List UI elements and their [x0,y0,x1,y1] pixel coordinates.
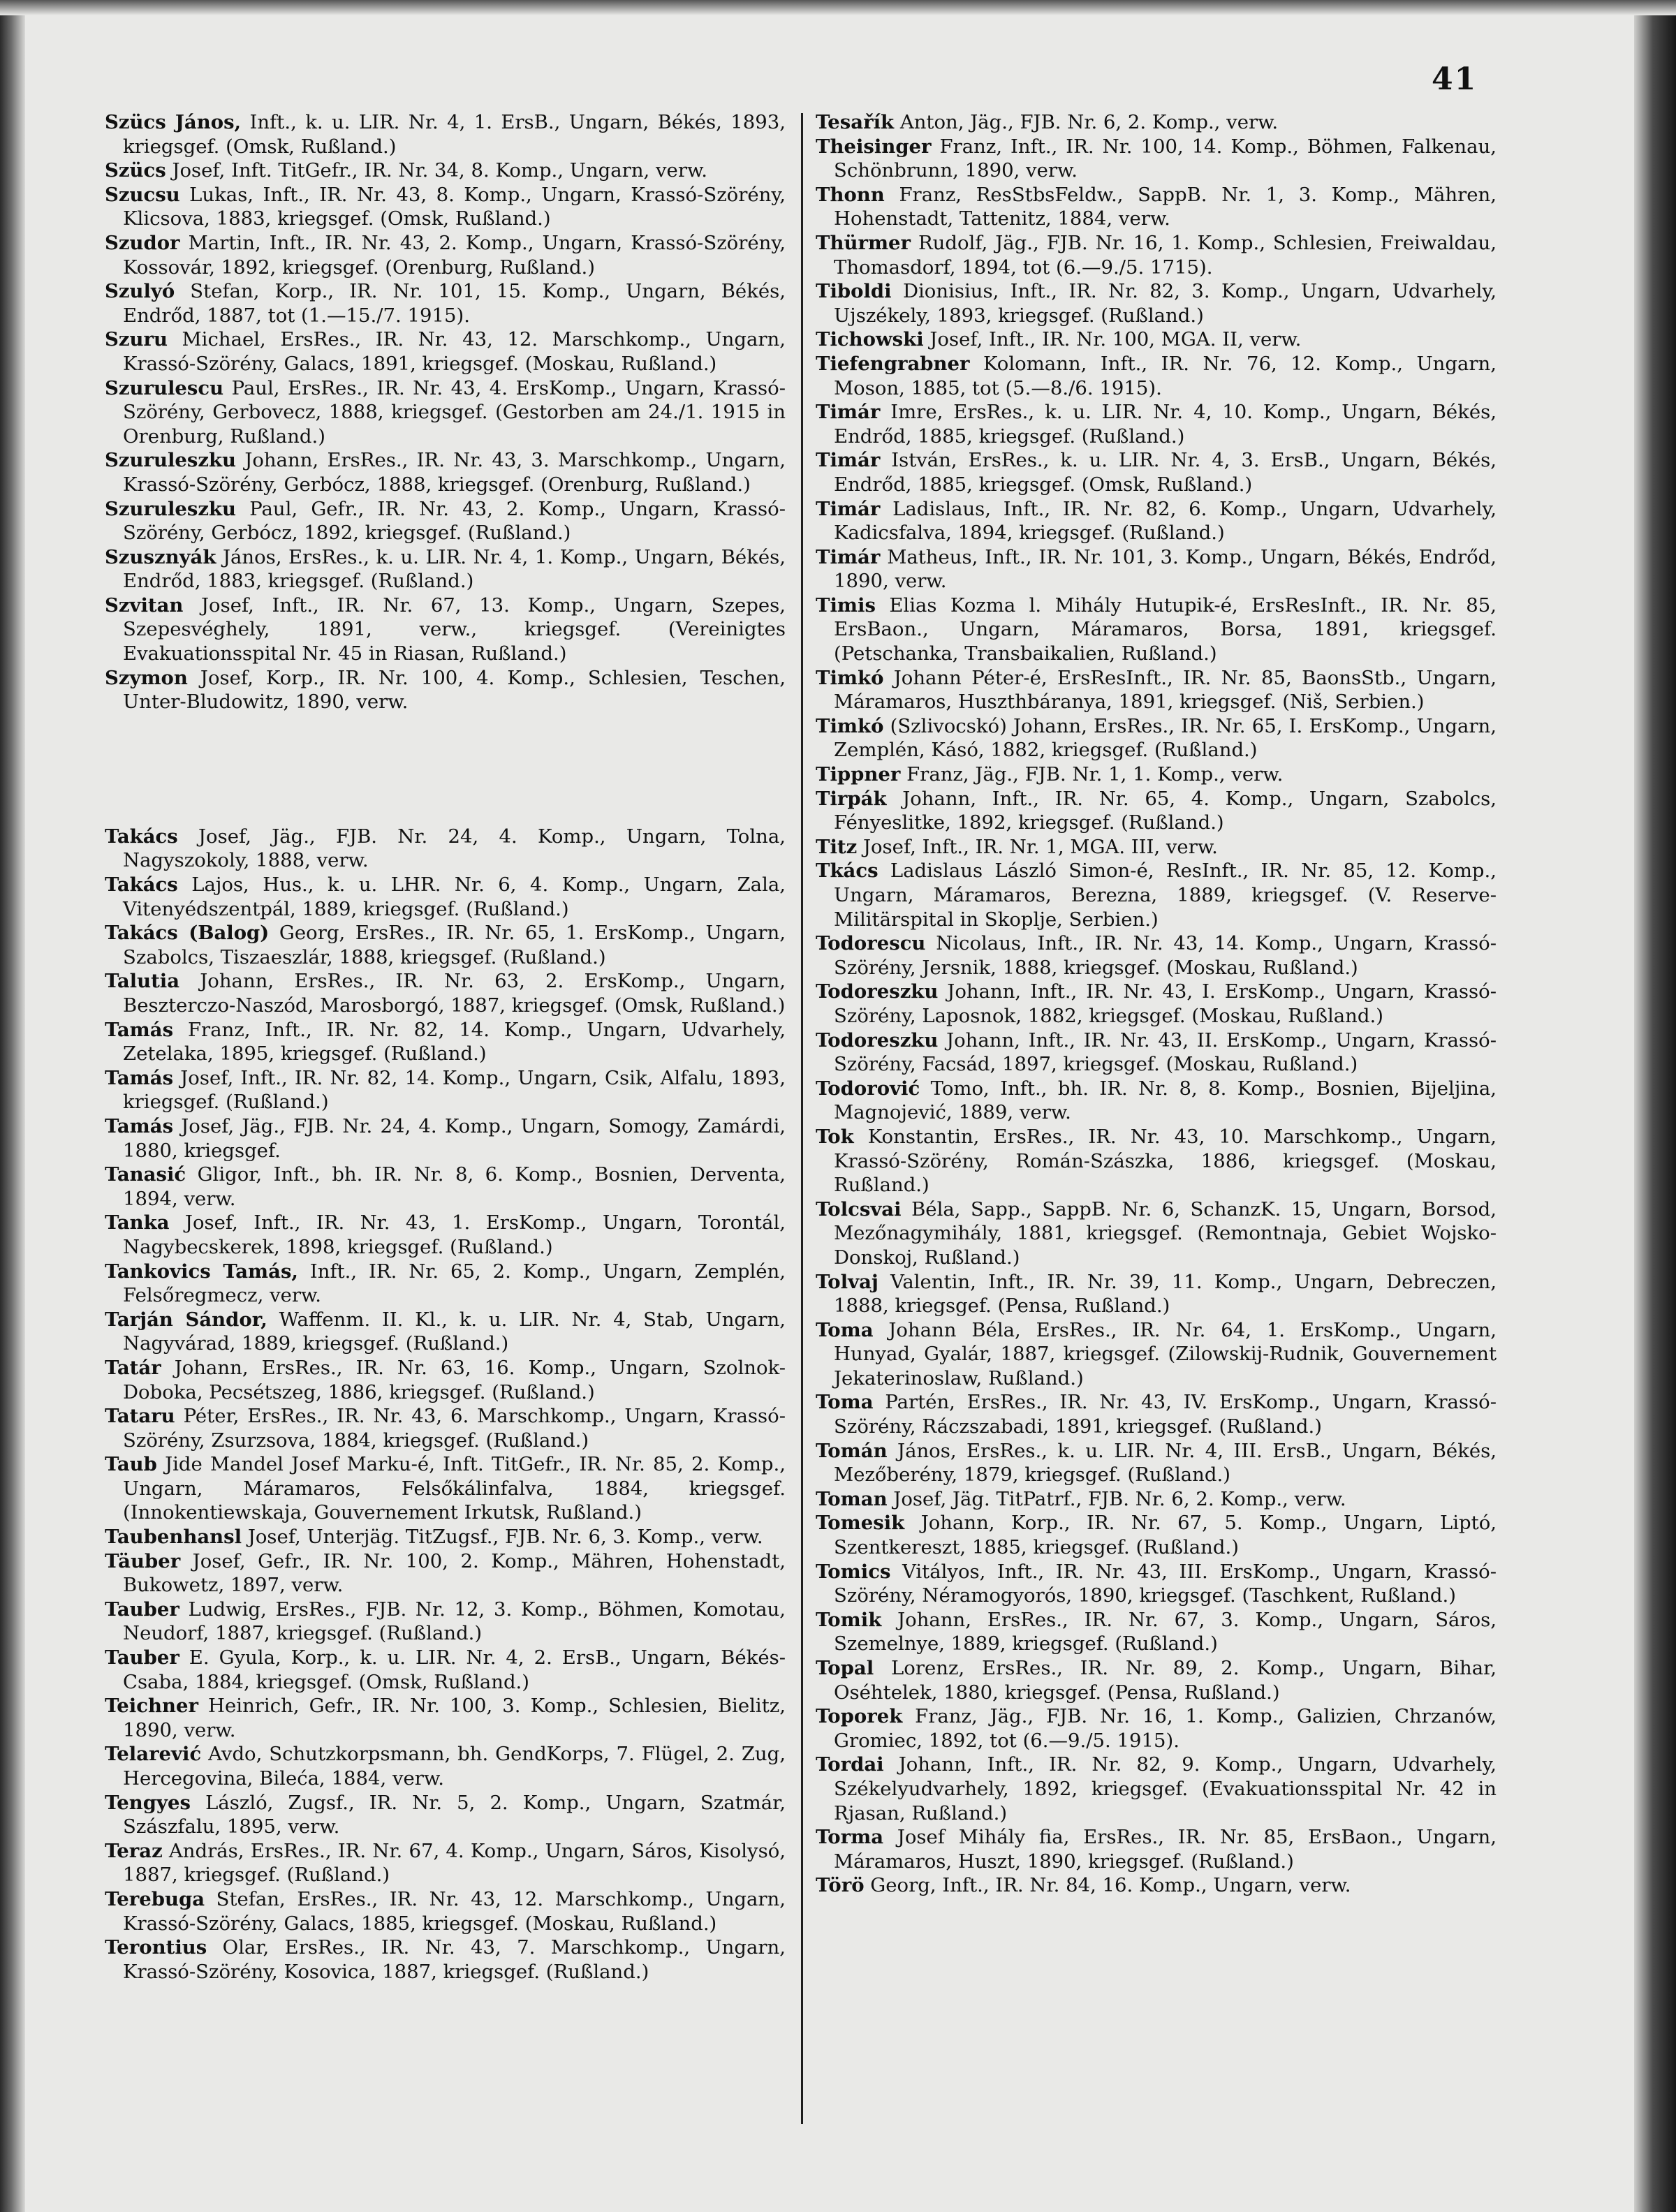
register-entry [816,593,1497,666]
entry-surname: Timkó [816,714,884,737]
register-entry [816,980,1497,1028]
entry-surname: Todoreszku [816,980,939,1003]
entry-details: Johann, Inft., IR. Nr. 43, I. ErsKomp., Ungarn, Krassó-Szörény, Laposnok, 1882, kriegsgef. (Moskau, Rußland.) [834,980,1497,1027]
entry-details: Péter, ErsRes., IR. Nr. 43, 6. Marschkomp., Ungarn, Krassó-Szörény, Zsurzsova, 1884, kriegsgef. (Rußland.) [123,1405,786,1452]
entry-details: Josef, Inft., IR. Nr. 1, MGA. III, verw. [857,835,1218,858]
entry-details: András, ErsRes., IR. Nr. 67, 4. Komp., Ungarn, Sáros, Kisolysó, 1887, kriegsgef. (Rußland.) [123,1839,786,1887]
register-entry [816,1560,1497,1608]
entry-details: Franz, Inft., IR. Nr. 100, 14. Komp., Böhmen, Falkenau, Schönbrunn, 1890, verw. [834,135,1497,182]
entry-details: Martin, Inft., IR. Nr. 43, 2. Komp., Ungarn, Krassó-Szörény, Kossovár, 1892, kriegsgef. (Orenburg, Rußland.) [123,231,786,279]
entry-details: Josef, Inft., IR. Nr. 67, 13. Komp., Ungarn, Szepes, Szepesvéghely, 1891, verw., kriegsgef. (Vereinigtes Evakuationsspital Nr. 45 in Riasan, Rußland.) [123,593,786,665]
entry-surname: Topal [816,1657,874,1679]
register-entry [105,231,786,279]
entry-details: Avdo, Schutzkorpsmann, bh. GendKorps, 7. Flügel, 2. Zug, Hercegovina, Bileća, 1884, verw. [123,1743,786,1790]
register-entry [816,279,1497,327]
entry-details: Kolomann, Inft., IR. Nr. 76, 12. Komp., Ungarn, Moson, 1885, tot (5.—8./6. 1915). [834,352,1497,399]
register-entry [105,1066,786,1114]
register-entry [816,1270,1497,1318]
entry-details: Josef Mihály fia, ErsRes., IR. Nr. 85, ErsBaon., Ungarn, Máramaros, Huszt, 1890, kriegsgef. (Rußland.) [834,1826,1497,1873]
register-entry [816,231,1497,279]
page-number: 41 [1432,61,1478,97]
entry-surname: Tippner [816,763,901,786]
entry-surname: Todoreszku [816,1028,939,1052]
entry-details: Franz, ResStbsFeldw., SappB. Nr. 1, 3. Komp., Mähren, Hohenstadt, Tattenitz, 1884, verw. [834,183,1497,230]
scan-shadow-right [1634,0,1676,2212]
entry-details: Franz, Jäg., FJB. Nr. 16, 1. Komp., Galizien, Chrzanów, Gromiec, 1892, tot (6.—9./5. 1915). [834,1705,1497,1752]
entry-details: Johann, ErsRes., IR. Nr. 43, 3. Marschkomp., Ungarn, Krassó-Szörény, Gerbócz, 1888, kriegsgef. (Orenburg, Rußland.) [123,449,786,496]
entry-details: Rudolf, Jäg., FJB. Nr. 16, 1. Komp., Schlesien, Freiwaldau, Thomasdorf, 1894, tot (6.—9./5. 1715). [834,231,1497,279]
register-entry [105,1356,786,1404]
register-entry [105,110,786,158]
entry-details: Johann, Korp., IR. Nr. 67, 5. Komp., Ungarn, Liptó, Szentkereszt, 1885, kriegsgef. (Rußland.) [834,1512,1497,1559]
register-entry [105,969,786,1017]
entry-surname: Szurulescu [105,376,224,399]
entry-surname: Tengyes [105,1791,191,1814]
entry-details: Stefan, ErsRes., IR. Nr. 43, 12. Marschkomp., Ungarn, Krassó-Szörény, Galacs, 1885, kriegsgef. (Moskau, Rußland.) [123,1887,786,1935]
entry-surname: Tichowski [816,328,924,351]
register-entry [105,1646,786,1694]
register-entry [105,1936,786,1984]
entry-details: Georg, Inft., IR. Nr. 84, 16. Komp., Ungarn, verw. [864,1874,1351,1897]
entry-surname: Tankovics Tamás, [105,1260,299,1283]
entry-surname: Tomics [816,1560,891,1583]
entry-details: Johann, Inft., IR. Nr. 82, 9. Komp., Ungarn, Udvarhely, Székelyudvarhely, 1892, kriegsgef. (Evakuationsspital Nr. 42 in Rjasan, Rußland.) [834,1753,1497,1824]
entry-surname: Terontius [105,1936,207,1959]
register-entry [816,931,1497,980]
entry-surname: Szücs János, [105,111,242,133]
entry-surname: Szuruleszku [105,449,237,472]
register-entry [105,921,786,969]
entry-surname: Telarević [105,1743,202,1766]
entry-details: Matheus, Inft., IR. Nr. 101, 3. Komp., Ungarn, Békés, Endrőd, 1890, verw. [834,545,1497,593]
entry-surname: Szücs [105,159,166,182]
entry-surname: Tauber [105,1646,179,1669]
right-column [816,110,1497,1898]
entry-surname: Szuruleszku [105,497,237,520]
register-entry [816,666,1497,714]
entry-surname: Theisinger [816,135,932,158]
register-entry [105,545,786,593]
scan-shadow-left [0,0,25,2212]
entry-surname: Tesařík [816,111,895,133]
entry-surname: Szuru [105,328,168,351]
entry-surname: Tataru [105,1405,175,1428]
register-entry [105,1887,786,1936]
entry-surname: Tok [816,1125,854,1148]
entry-surname: Tarján Sándor, [105,1308,267,1331]
register-entry [105,1163,786,1211]
entry-details: Lajos, Hus., k. u. LHR. Nr. 6, 4. Komp., Ungarn, Zala, Vitenyédszentpál, 1889, kriegsgef. (Rußland.) [123,873,786,920]
entry-surname: Teichner [105,1695,198,1718]
entry-surname: Timár [816,401,881,424]
entry-details: Lorenz, ErsRes., IR. Nr. 89, 2. Komp., Ungarn, Bihar, Oséhtelek, 1880, kriegsgef. (Pensa, Rußland.) [834,1657,1497,1704]
register-entry [105,1404,786,1452]
entry-details: Nicolaus, Inft., IR. Nr. 43, 14. Komp., Ungarn, Krassó-Szörény, Jersnik, 1888, kriegsgef. (Moskau, Rußland.) [834,932,1497,979]
entry-details: Franz, Jäg., FJB. Nr. 1, 1. Komp., verw. [900,763,1284,786]
entry-surname: Tamás [105,1018,174,1041]
register-entry [816,1873,1497,1898]
register-entry [816,1390,1497,1438]
entry-surname: Tatár [105,1356,161,1379]
entry-details: Ludwig, ErsRes., FJB. Nr. 12, 3. Komp., Böhmen, Komotau, Neudorf, 1887, kriegsgef. (Rußland.) [123,1598,786,1645]
entry-surname: Titz [816,835,858,858]
register-entry [105,1018,786,1066]
scan-shadow-top [0,0,1676,15]
entry-details: István, ErsRes., k. u. LIR. Nr. 4, 3. ErsB., Ungarn, Békés, Endrőd, 1885, kriegsgef. (Omsk, Rußland.) [834,449,1497,496]
entry-surname: Tolcsvai [816,1197,902,1221]
register-entry [105,1114,786,1163]
entry-surname: Takács [105,825,178,848]
register-entry [816,183,1497,231]
entry-details: Paul, Gefr., IR. Nr. 43, 2. Komp., Ungarn, Krassó-Szörény, Gerbócz, 1892, kriegsgef. (Rußland.) [123,497,786,545]
entry-details: Paul, ErsRes., IR. Nr. 43, 4. ErsKomp., Ungarn, Krassó-Szörény, Gerbovecz, 1888, kriegsgef. (Gestorben am 24./1. 1915 in Orenburg, Rußland.) [123,376,786,448]
entry-details: Johann, ErsRes., IR. Nr. 63, 16. Komp., Ungarn, Szolnok-Doboka, Pecsétszeg, 1886, kriegsgef. (Rußland.) [123,1356,786,1403]
entry-surname: Torma [816,1826,884,1849]
entry-surname: Szymon [105,666,188,689]
entry-surname: Szucsu [105,183,180,206]
register-entry [816,135,1497,183]
entry-surname: Tkács [816,860,879,883]
entry-surname: Tauber [105,1598,179,1621]
register-entry [105,497,786,545]
entry-details: Anton, Jäg., FJB. Nr. 6, 2. Komp., verw. [894,111,1279,133]
entry-details: János, ErsRes., k. u. LIR. Nr. 4, III. ErsB., Ungarn, Békés, Mezőberény, 1879, kriegsgef. (Rußland.) [834,1439,1497,1487]
register-entry [816,1125,1497,1197]
entry-details: E. Gyula, Korp., k. u. LIR. Nr. 4, 2. ErsB., Ungarn, Békés-Csaba, 1884, kriegsgef. (Omsk, Rußland.) [123,1646,786,1693]
register-entry [816,1656,1497,1704]
entry-surname: Toman [816,1487,888,1510]
register-entry [816,1077,1497,1125]
entry-surname: Talutia [105,970,180,993]
entry-surname: Tiboldi [816,280,892,303]
register-entry [816,1318,1497,1391]
register-entry [816,1197,1497,1270]
entry-details: Josef, Inft. TitGefr., IR. Nr. 34, 8. Komp., Ungarn, verw. [166,159,707,182]
register-entry [105,1598,786,1646]
entry-surname: Teraz [105,1839,163,1862]
entry-surname: Tordai [816,1753,884,1776]
entry-surname: Timár [816,545,881,568]
entry-details: Josef, Inft., IR. Nr. 43, 1. ErsKomp., Ungarn, Torontál, Nagybecskerek, 1898, kriegsgef. (Rußland.) [123,1211,786,1258]
entry-surname: Tiefengrabner [816,352,970,375]
register-entry [105,1260,786,1308]
entry-details: Johann Péter-é, ErsResInft., IR. Nr. 85, BaonsStb., Ungarn, Máramaros, Huszthbáranya, 1891, kriegsgef. (Niš, Serbien.) [834,666,1497,714]
register-entry [105,376,786,449]
entry-details: Ladislaus László Simon-é, ResInft., IR. Nr. 85, 12. Komp., Ungarn, Máramaros, Berezna, 1889, kriegsgef. (V. Reserve-Militärspital in Skoplje, Serbien.) [834,860,1497,931]
entry-surname: Takács (Balog) [105,922,270,945]
entry-surname: Taub [105,1453,157,1476]
entry-surname: Thonn [816,183,885,206]
entry-details: Ladislaus, Inft., IR. Nr. 82, 6. Komp., Ungarn, Udvarhely, Kadicsfalva, 1894, kriegsgef. (Rußland.) [834,497,1497,545]
entry-details: Josef, Unterjäg. TitZugsf., FJB. Nr. 6, 3. Komp., verw. [242,1526,763,1549]
entry-details: Waffenm. II. Kl., k. u. LIR. Nr. 4, Stab, Ungarn, Nagyvárad, 1889, kriegsgef. (Rußland.) [123,1308,786,1355]
entry-surname: Tanka [105,1211,170,1234]
register-entry [105,183,786,231]
section-break [105,714,786,825]
entry-details: Josef, Inft., IR. Nr. 82, 14. Komp., Ungarn, Csik, Alfalu, 1893, kriegsgef. (Rußland.) [123,1066,786,1114]
register-entry [816,1028,1497,1077]
register-entry [105,1839,786,1887]
register-entry [105,279,786,327]
register-entry [105,1452,786,1525]
entry-surname: Takács [105,873,178,897]
register-entry [816,1608,1497,1656]
register-entry [105,327,786,376]
register-entry [105,666,786,714]
left-column [105,110,786,1984]
entry-surname: Tolvaj [816,1270,879,1293]
entry-surname: Taubenhansl [105,1526,242,1549]
register-entry [105,1308,786,1356]
entry-details: Béla, Sapp., SappB. Nr. 6, SchanzK. 15, Ungarn, Borsod, Mezőnagymihály, 1881, kriegsgef. (Remontnaja, Gebiet Wojsko-Donskoj, Rußland.) [834,1197,1497,1269]
register-entry [816,1825,1497,1873]
register-entry [105,873,786,921]
entry-details: Johann, ErsRes., IR. Nr. 67, 3. Komp., Ungarn, Sáros, Szemelnye, 1889, kriegsgef. (Rußland.) [834,1608,1497,1656]
entry-surname: Tamás [105,1066,174,1089]
entry-details: Jide Mandel Josef Marku-é, Inft. TitGefr., IR. Nr. 85, 2. Komp., Ungarn, Máramaros, Felsőkálinfalva, 1884, kriegsgef. (Innokentiewskaja, Gouvernement Irkutsk, Rußland.) [123,1453,786,1524]
entry-surname: Toporek [816,1705,903,1728]
entry-details: Heinrich, Gefr., IR. Nr. 100, 3. Komp., Schlesien, Bielitz, 1890, verw. [123,1695,786,1741]
entry-details: Josef, Jäg., FJB. Nr. 24, 4. Komp., Ungarn, Somogy, Zamárdi, 1880, kriegsgef. [123,1114,786,1162]
entry-details: Johann, ErsRes., IR. Nr. 63, 2. ErsKomp., Ungarn, Beszterczo-Naszód, Marosborgó, 1887, kriegsgef. (Omsk, Rußland.) [123,970,786,1017]
entry-details: Partén, ErsRes., IR. Nr. 43, IV. ErsKomp., Ungarn, Krassó-Szörény, Ráczszabadi, 1891, kriegsgef. (Rußland.) [834,1391,1497,1438]
entry-details: Elias Kozma l. Mihály Hutupik-é, ErsResInft., IR. Nr. 85, ErsBaon., Ungarn, Máramaros, Borsa, 1891, kriegsgef. (Petschanka, Transbaikalien, Rußland.) [834,593,1497,665]
entry-details: Johann Béla, ErsRes., IR. Nr. 64, 1. ErsKomp., Ungarn, Hunyad, Gyalár, 1887, kriegsgef. (Zilowskij-Rudnik, Gouvernement Jekaterinoslaw, Rußland.) [834,1318,1497,1389]
entry-details: Inft., k. u. LIR. Nr. 4, 1. ErsB., Ungarn, Békés, 1893, kriegsgef. (Omsk, Rußland.) [123,111,786,158]
entry-surname: Timkó [816,666,884,689]
register-entry [105,1742,786,1790]
entry-details: László, Zugsf., IR. Nr. 5, 2. Komp., Ungarn, Szatmár, Szászfalu, 1895, verw. [123,1791,786,1838]
entry-details: Dionisius, Inft., IR. Nr. 82, 3. Komp., Ungarn, Udvarhely, Ujszékely, 1893, kriegsgef. (Rußland.) [834,280,1497,327]
register-entry [816,497,1497,545]
register-entry [816,762,1497,787]
register-entry [816,352,1497,400]
entry-surname: Szudor [105,231,180,254]
register-entry [816,448,1497,496]
entry-surname: Törö [816,1874,865,1897]
register-entry [816,1704,1497,1753]
register-entry [816,1511,1497,1559]
register-entry [105,1791,786,1839]
entry-details: Josef, Jäg. TitPatrf., FJB. Nr. 6, 2. Komp., verw. [887,1487,1346,1510]
entry-surname: Szulyó [105,280,175,303]
register-entry [105,448,786,496]
entry-details: Georg, ErsRes., IR. Nr. 65, 1. ErsKomp., Ungarn, Szabolcs, Tiszaeszlár, 1888, kriegsgef. (Rußland.) [123,922,786,968]
column-divider [801,113,803,2124]
register-entry [105,1211,786,1259]
entry-details: Gligor, Inft., bh. IR. Nr. 8, 6. Komp., Bosnien, Derventa, 1894, verw. [123,1163,786,1210]
entry-details: Josef, Inft., IR. Nr. 100, MGA. II, verw. [923,328,1302,351]
entry-details: Stefan, Korp., IR. Nr. 101, 15. Komp., Ungarn, Békés, Endrőd, 1887, tot (1.—15./7. 1915). [123,280,786,327]
entry-details: Josef, Gefr., IR. Nr. 100, 2. Komp., Mähren, Hohenstadt, Bukowetz, 1897, verw. [123,1549,786,1597]
entry-details: János, ErsRes., k. u. LIR. Nr. 4, 1. Komp., Ungarn, Békés, Endrőd, 1883, kriegsgef. (Rußland.) [123,545,786,593]
entry-details: Michael, ErsRes., IR. Nr. 43, 12. Marschkomp., Ungarn, Krassó-Szörény, Galacs, 1891, kriegsgef. (Moskau, Rußland.) [123,328,786,375]
register-entry [816,835,1497,860]
entry-details: Imre, ErsRes., k. u. LIR. Nr. 4, 10. Komp., Ungarn, Békés, Endrőd, 1885, kriegsgef. (Rußland.) [834,401,1497,448]
entry-details: Vitályos, Inft., IR. Nr. 43, III. ErsKomp., Ungarn, Krassó-Szörény, Néramogyorós, 1890, kriegsgef. (Taschkent, Rußland.) [834,1560,1497,1607]
register-entry [816,545,1497,593]
register-entry [816,859,1497,931]
entry-details: Olar, ErsRes., IR. Nr. 43, 7. Marschkomp., Ungarn, Krassó-Szörény, Kosovica, 1887, kriegsgef. (Rußland.) [123,1936,786,1983]
register-entry [105,1694,786,1742]
register-entry [105,593,786,666]
register-entry [816,714,1497,762]
entry-details: Johann, Inft., IR. Nr. 65, 4. Komp., Ungarn, Szabolcs, Fényeslitke, 1892, kriegsgef. (Rußland.) [834,787,1497,834]
entry-surname: Todorescu [816,932,926,955]
entry-surname: Tanasić [105,1163,186,1186]
register-entry [105,158,786,183]
entry-surname: Tomán [816,1439,888,1462]
register-entry [816,787,1497,835]
entry-surname: Szusznyák [105,545,216,568]
entry-surname: Tomik [816,1608,882,1631]
entry-details: Lukas, Inft., IR. Nr. 43, 8. Komp., Ungarn, Krassó-Szörény, Klicsova, 1883, kriegsgef. (Omsk, Rußland.) [123,183,786,230]
entry-surname: Tirpák [816,787,887,810]
entry-surname: Todorović [816,1077,920,1100]
entry-surname: Täuber [105,1549,181,1572]
entry-surname: Timár [816,449,881,472]
entry-surname: Szvitan [105,593,184,617]
entry-details: Franz, Inft., IR. Nr. 82, 14. Komp., Ungarn, Udvarhely, Zetelaka, 1895, kriegsgef. (Rußland.) [123,1018,786,1066]
entry-surname: Terebuga [105,1887,205,1910]
entry-surname: Toma [816,1391,874,1414]
register-entry [816,1439,1497,1487]
entry-surname: Tomesik [816,1512,905,1535]
entry-details: Inft., IR. Nr. 65, 2. Komp., Ungarn, Zemplén, Felsőregmecz, verw. [123,1260,786,1307]
entry-details: Valentin, Inft., IR. Nr. 39, 11. Komp., Ungarn, Debreczen, 1888, kriegsgef. (Pensa, Rußland.) [834,1270,1497,1318]
entry-surname: Timis [816,593,876,617]
entry-details: Konstantin, ErsRes., IR. Nr. 43, 10. Marschkomp., Ungarn, Krassó-Szörény, Román-Szászka, 1886, kriegsgef. (Moskau, Rußland.) [834,1125,1497,1197]
entry-details: (Szlivocskó) Johann, ErsRes., IR. Nr. 65, I. ErsKomp., Ungarn, Zemplén, Kásó, 1882, kriegsgef. (Rußland.) [834,714,1497,762]
register-entry [105,1549,786,1598]
entry-details: Josef, Jäg., FJB. Nr. 24, 4. Komp., Ungarn, Tolna, Nagyszokoly, 1888, verw. [123,825,786,872]
entry-surname: Toma [816,1318,874,1341]
register-entry [816,1487,1497,1512]
register-entry [816,110,1497,135]
entry-details: Josef, Korp., IR. Nr. 100, 4. Komp., Schlesien, Teschen, Unter-Bludowitz, 1890, verw. [123,666,786,714]
entry-details: Johann, Inft., IR. Nr. 43, II. ErsKomp., Ungarn, Krassó-Szörény, Facsád, 1897, kriegsgef. (Moskau, Rußland.) [834,1028,1497,1076]
register-entry [105,825,786,873]
register-entry [105,1525,786,1549]
register-entry [816,327,1497,352]
register-entry [816,400,1497,448]
entry-surname: Tamás [105,1114,174,1137]
entry-surname: Thürmer [816,231,911,254]
entry-details: Tomo, Inft., bh. IR. Nr. 8, 8. Komp., Bosnien, Bijeljina, Magnojević, 1889, verw. [834,1077,1497,1124]
register-entry [816,1753,1497,1825]
entry-surname: Timár [816,497,881,520]
